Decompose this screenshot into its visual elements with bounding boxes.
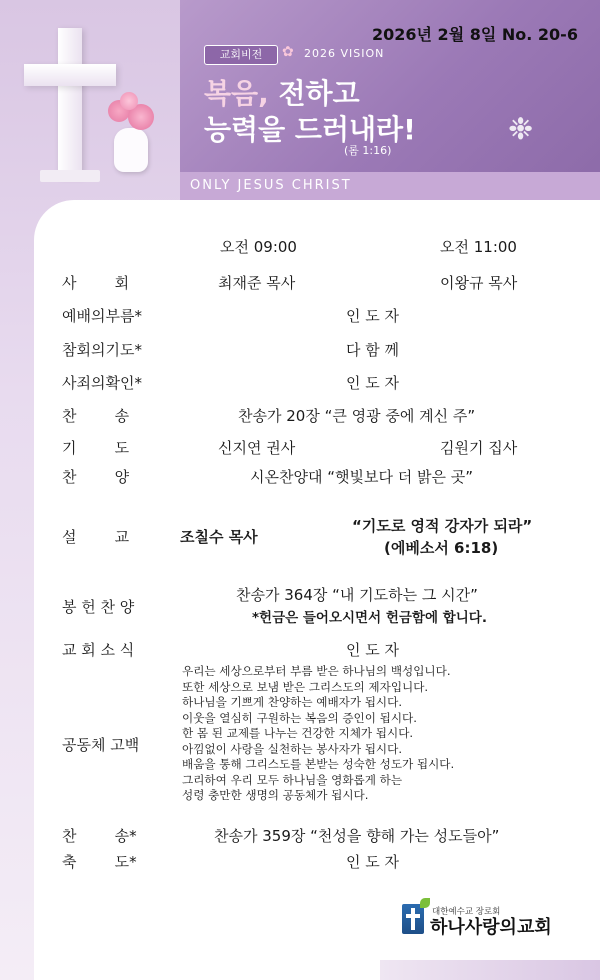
second-service-time: 오전 11:00 (440, 238, 517, 256)
item-leader: 인 도 자 (346, 374, 400, 392)
title-rest: 전하고 (268, 77, 360, 110)
offering-note-text: *헌금은 들어오시면서 헌금함에 합니다. (252, 610, 487, 626)
item-label: 교 회 소 식 (62, 641, 135, 659)
footer-bar (380, 960, 600, 980)
item-label: 축 도* (62, 853, 137, 871)
item-leader: 다 함 께 (346, 341, 400, 359)
item-label: 사 회 (62, 274, 130, 292)
item-leader: 인 도 자 (346, 307, 400, 325)
item-preacher: 조칠수 목사 (180, 528, 258, 546)
confession-line: 한 몸 된 교제를 나누는 건강한 지체가 됩시다. (182, 726, 414, 740)
item-label: 찬 송* (62, 827, 137, 845)
offertory-hymn-text: 찬송가 364장 “내 기도하는 그 시간” (236, 586, 478, 604)
item-label: 참회의기도* (62, 341, 142, 359)
title-rest-2: 을 드러내라! (258, 113, 416, 146)
item-hymn: 찬송가 359장 “천성을 향해 가는 성도들아” (214, 827, 500, 845)
confession-line: 우리는 세상으로부터 부름 받은 하나님의 백성입니다. (182, 664, 451, 678)
vision-tag: 2026 VISION (304, 47, 385, 60)
denomination-name: 대한예수교 장로회 (432, 907, 501, 917)
confession-line: 하나님을 기쁘게 찬양하는 예배자가 됩시다. (182, 695, 403, 709)
item-leader-second: 김원기 집사 (440, 439, 518, 457)
title-accent-2: 능력 (204, 113, 259, 146)
cross-icon (58, 28, 82, 176)
item-leader: 인 도 자 (346, 853, 400, 871)
confession-line: 배움을 통해 그리스도를 본받는 성숙한 성도가 됩시다. (182, 757, 455, 771)
item-label: 사죄의확인* (62, 374, 142, 392)
motto-text: ONLY JESUS CHRIST (190, 178, 352, 193)
cross-crossbar (24, 64, 116, 86)
vision-badge: 교회비전 (204, 45, 278, 65)
vision-title-line1 (204, 72, 360, 112)
vision-verse: (롬 1:16) (344, 144, 392, 157)
motto-strip (180, 172, 600, 202)
item-anthem: 시온찬양대 “햇빛보다 더 밝은 곳” (250, 468, 473, 486)
confession-line: 또한 세상으로 보냄 받은 그리스도의 제자입니다. (182, 679, 429, 694)
item-label: 공동체 고백 (62, 736, 140, 754)
item-label: 찬 양 (62, 468, 130, 486)
cross-base (40, 170, 100, 182)
flower-ornament-icon: ✿ (282, 44, 294, 60)
confession-line: 그리하여 우리 모두 하나님을 영화롭게 하는 (182, 772, 403, 787)
item-leader: 인 도 자 (346, 641, 400, 659)
sermon-title-text: “기도로 영적 강자가 되라” (352, 517, 533, 535)
first-service-time: 오전 09:00 (220, 238, 297, 256)
church-logo-icon (402, 904, 424, 934)
item-label: 설 교 (62, 528, 130, 546)
sermon-scripture-text: (에베소서 6:18) (384, 539, 499, 557)
title-accent: 복음, (204, 77, 269, 110)
confession-line: 성령 충만한 생명의 공동체가 됩시다. (182, 788, 369, 802)
community-confession (182, 664, 454, 804)
item-label: 예배의부름* (62, 307, 142, 325)
bulletin-date: 2026년 2월 8일 No. 20-6 (372, 25, 578, 44)
item-hymn: 찬송가 20장 “큰 영광 중에 계신 주” (238, 407, 476, 425)
item-label: 찬 송 (62, 407, 130, 425)
vase-icon (114, 128, 148, 172)
item-label: 봉 헌 찬 양 (62, 598, 135, 616)
logo-leaf-icon (420, 898, 430, 908)
church-name: 하나사랑의교회 (430, 917, 552, 938)
item-leader-first: 신지연 권사 (218, 439, 296, 457)
item-label: 기 도 (62, 439, 130, 457)
item-leader-second: 이왕규 목사 (440, 274, 518, 292)
confession-line: 아낌없이 사랑을 실천하는 봉사자가 됩시다. (182, 741, 403, 756)
item-leader-first: 최재준 목사 (218, 274, 296, 292)
flower-icon (120, 92, 138, 110)
confession-line: 이웃을 열심히 구원하는 복음의 증인이 됩시다. (182, 710, 417, 725)
snowflake-ornament-icon: ❉ (508, 112, 534, 147)
